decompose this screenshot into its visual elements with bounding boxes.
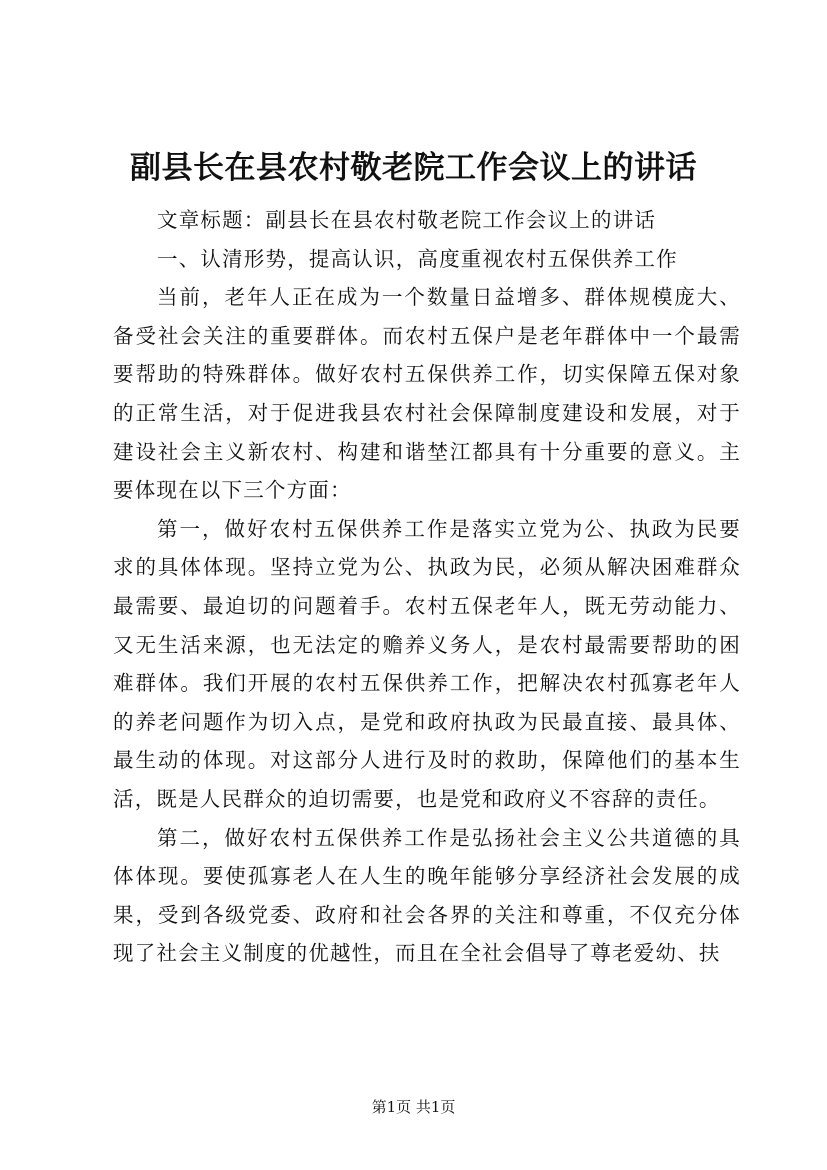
paragraph-first: 第一，做好农村五保供养工作是落实立党为公、执政为民要求的具体体现。坚持立党为公、执政为民，必须从解决困难群众最需要、最迫切的问题着手。农村五保老年人，既无劳动能力、又无生活来源，也无法定的赡养义务人，是农村最需要帮助的困难群体。我们开展的农村五保供养工作，把解决农村孤寡老年人的养老问题作为切入点，是党和政府执政为民最直接、最具体、最生动的体现。对这部分人进行及时的救助，保障他们的基本生活，既是人民群众的迫切需要，也是党和政府义不容辞的责任。 — [113, 516, 741, 811]
paragraph-second: 第二，做好农村五保供养工作是弘扬社会主义公共道德的具体体现。要使孤寡老人在人生的晚年能够分享经济社会发展的成果，受到各级党委、政府和社会各界的关注和尊重，不仅充分体现了社会主义制度的优越性，而且在全社会倡导了尊老爱幼、扶 — [113, 825, 741, 966]
paragraph-intro: 当前，老年人正在成为一个数量日益增多、群体规模庞大、备受社会关注的重要群体。而农村五保户是老年群体中一个最需要帮助的特殊群体。做好农村五保供养工作，切实保障五保对象的正常生活，对于促进我县农村社会保障制度建设和发展，对于建设社会主义新农村、构建和谐埜江都具有十分重要的意义。主要体现在以下三个方面： — [113, 285, 741, 503]
section-heading: 一、认清形势，提高认识，高度重视农村五保供养工作 — [157, 246, 678, 271]
document-body — [113, 201, 741, 973]
page-footer: 第1页 共1页 — [371, 1098, 456, 1116]
document-title: 副县长在县农村敬老院工作会议上的讲话 — [130, 150, 697, 186]
article-title-line: 文章标题：副县长在县农村敬老院工作会议上的讲话 — [157, 208, 657, 232]
